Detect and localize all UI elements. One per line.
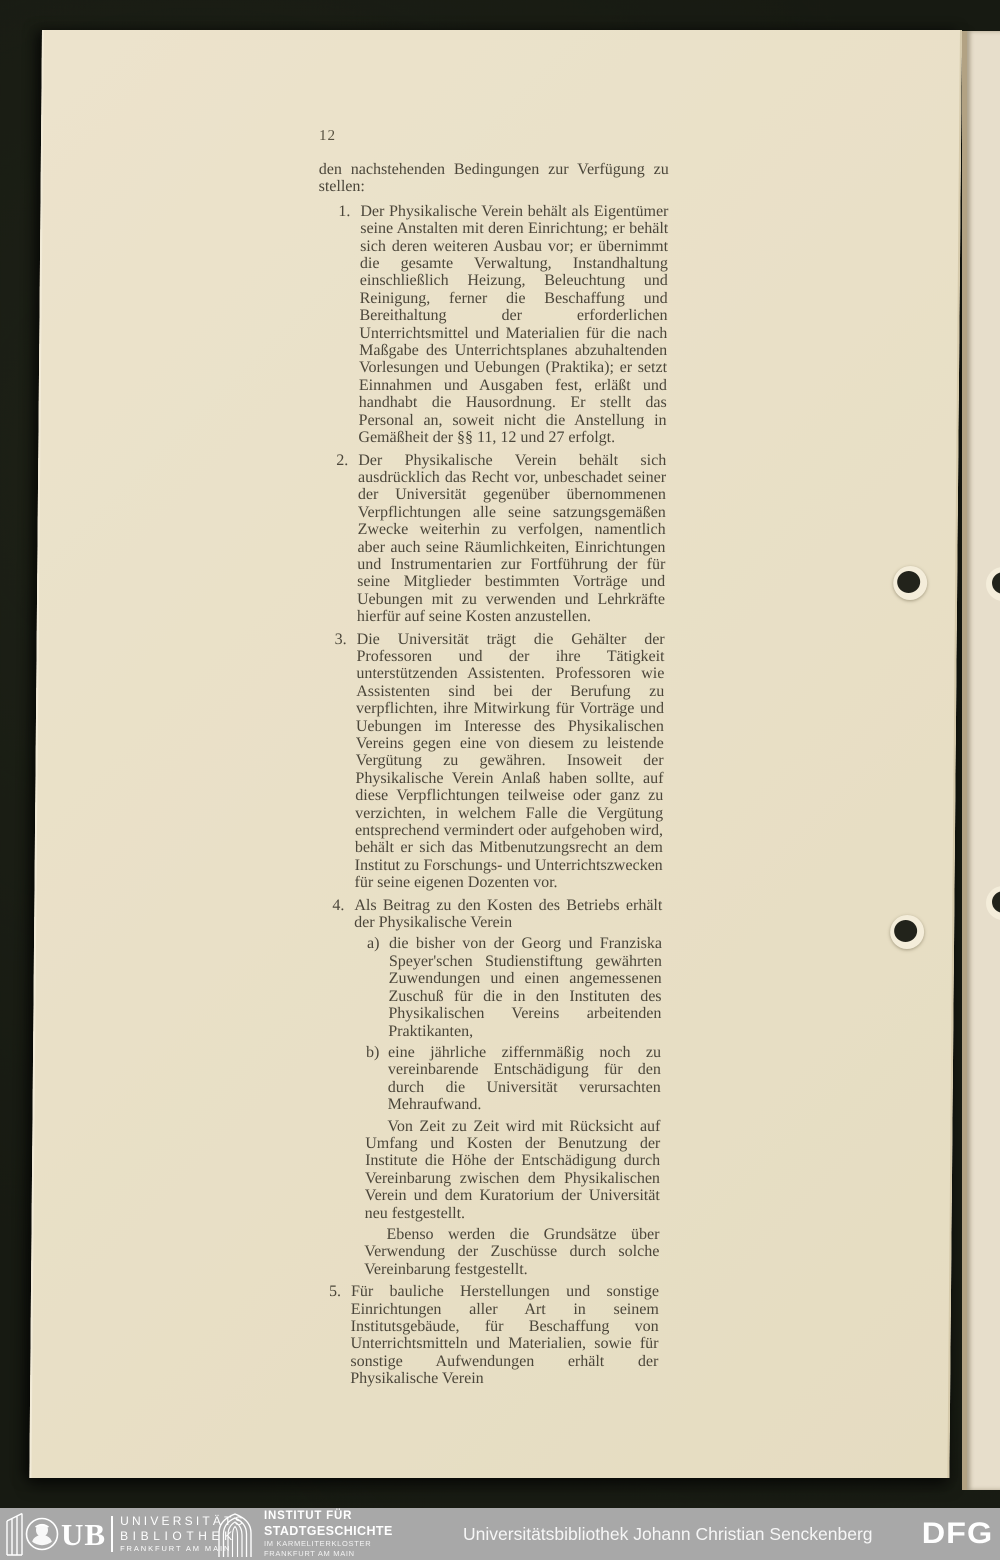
item-marker: 1. <box>338 202 351 220</box>
intro-paragraph: den nachstehenden Bedingungen zur Verfügung zu stellen: <box>318 161 669 196</box>
isg-text-line: INSTITUT FÜR <box>264 1510 353 1522</box>
punch-hole <box>890 915 924 949</box>
adjacent-page-edge <box>962 31 1000 1490</box>
item-text: Der Physikalische Verein behält als Eigentümer seine Anstalten mit deren Einrichtung; er behält sich deren weiteren Ausbau vor; er übernimmt die gesamte Verwaltung, Instandhaltung einschließlich Heizung, Beleuchtung und Reinigung, ferner die Beschaffung und Bereithaltung der erforderlichen Unterrichtsmittel und Materialien für die nach Maßgabe des Unterrichtsplanes abzuhaltenden Vorlesungen und Uebungen (Praktika); er setzt Einnahmen und Ausgaben fest, erläßt und handhabt die Hausordnung. Er stellt das Personal an, soweit nicht die Anstellung in Gemäßheit der §§ 11, 12 und 27 erfolgt. <box>358 202 669 447</box>
isg-text-line: STADTGESCHICHTE <box>264 1523 393 1538</box>
item-marker: 3. <box>334 630 347 648</box>
item-text: Die Universität trägt die Gehälter der Professoren und der ihre Tätigkeit unterstützenden Assistenten. Professoren wie Assistenten sind bei der Berufung zu verpflichten, ihre Mitwirkung für Vorträge und Uebungen im Interesse des Physikalischen Vereins gegen eine von diesem zu leistende Vergütung zu gewähren. Insoweit der Physikalische Verein Anlaß haben sollte, auf diese Verpflichtungen teilweise oder ganz zu verzichten, in welchem Falle die Vergütung entsprechend vermindert oder aufgehoben wird, behält er sich das Mitbenutzungsrecht an dem Institut zu Forschungs- und Unterrichtszwecken für seine eigenen Dozenten vor. <box>354 630 665 892</box>
list-item <box>336 203 668 447</box>
numbered-list <box>328 203 668 1388</box>
ub-logo[interactable] <box>5 1512 246 1556</box>
item-paragraph: Von Zeit zu Zeit wird mit Rücksicht auf Umfang und Kosten der Benutzung der Institute die Höhe der Entschädigung durch Vereinbarung zwischen dem Physikalischen Verein und dem Kuratorium der Universität neu festgestellt. <box>364 1117 661 1222</box>
scanned-page <box>29 30 962 1478</box>
item-marker: 4. <box>332 896 345 914</box>
ub-text-line: FRANKFURT AM MAIN <box>120 1544 232 1554</box>
library-name: Universitätsbibliothek Johann Christian Senckenberg <box>463 1524 873 1544</box>
subitem-marker: a) <box>366 935 380 953</box>
isg-text-line: IM KARMELITERKLOSTER <box>264 1539 372 1548</box>
item-marker: 2. <box>336 451 349 469</box>
isg-logo[interactable] <box>215 1511 393 1557</box>
subitem-text: die bisher von der Georg und Franziska Speyer'schen Studienstiftung gewährten Zuwendungen und einen angemessenen Zuschuß für die in den Instituten des Physikalischen Vereins arbeitenden Praktikanten, <box>388 935 663 1040</box>
ub-text-line: BIBLIOTHEK <box>120 1529 237 1544</box>
sub-list-item <box>366 935 662 1039</box>
gothic-arch-icon <box>215 1511 255 1557</box>
ub-text-line: UNIVERSITÄTS <box>120 1514 246 1529</box>
page-text-column <box>308 161 669 1393</box>
portrait-medallion-icon <box>25 1517 59 1551</box>
subitem-marker: b) <box>366 1043 380 1061</box>
item-text: Als Beitrag zu den Kosten des Betriebs erhält der Physikalische Verein <box>354 896 663 932</box>
item-text: Für bauliche Herstellungen und sonstige Einrichtungen aller Art in seinem Institutsgebäude, für Beschaffung von Unterrichtsmitteln und Materialien, sowie für sonstige Aufwendungen erhält der Physikalische Verein <box>350 1283 660 1388</box>
punch-hole <box>893 566 927 600</box>
list-item <box>328 1283 659 1387</box>
sub-list-item <box>366 1044 662 1114</box>
page-number: 12 <box>319 128 337 144</box>
item-paragraph: Ebenso werden die Grundsätze über Verwendung der Zuschüsse durch solche Vereinbarung festgestellt. <box>364 1225 660 1278</box>
list-item <box>329 897 662 1279</box>
footer-bar <box>0 1508 1000 1560</box>
book-spine-icon <box>5 1512 25 1556</box>
item-text: Der Physikalische Verein behält sich ausdrücklich das Recht vor, unbeschadet seiner der Universität gegenüber übernommenen Verpflichtungen alle seine satzungsgemäßen Zwecke weiterhin zu verfolgen, namentlich aber auch seine Räumlichkeiten, Einrichtungen und Instrumentarien zur Fortführung der für seine Mitglieder bestimmten Vorträge und Uebungen mit zu verwenden und Lehrkräfte hierfür auf seine Kosten anzustellen. <box>356 451 667 626</box>
ub-acronym: UB <box>61 1516 107 1552</box>
list-item <box>335 452 667 626</box>
isg-logo-text <box>264 1511 393 1557</box>
isg-text-line: FRANKFURT AM MAIN <box>264 1548 355 1558</box>
dfg-logo[interactable]: DFG <box>921 1517 993 1550</box>
subitem-text: eine jährliche ziffernmäßig noch zu vereinbarende Entschädigung für den durch die Universität verursachten Mehraufwand. <box>387 1043 662 1114</box>
logo-divider <box>111 1516 113 1552</box>
list-item <box>332 631 664 892</box>
item-marker: 5. <box>328 1283 342 1301</box>
